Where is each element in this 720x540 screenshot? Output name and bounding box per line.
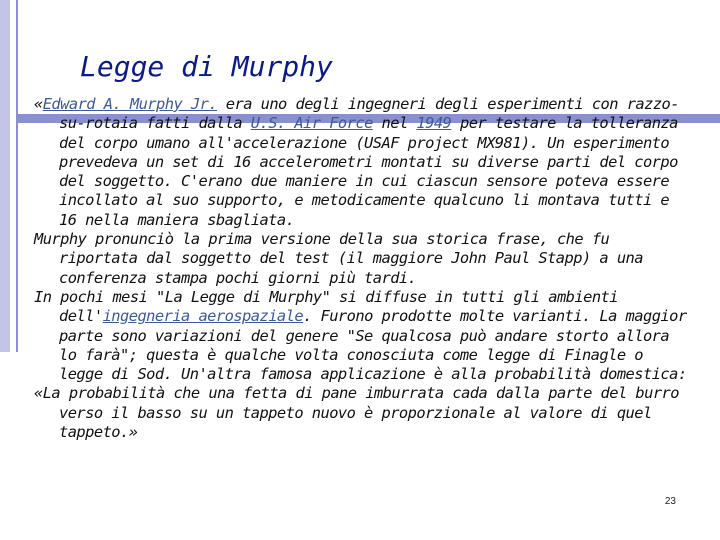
quote-open: « (34, 95, 43, 113)
decorative-side-line (16, 0, 18, 352)
link-ingegneria-aerospaziale[interactable]: ingegneria aerospaziale (102, 307, 304, 326)
paragraph-first-version (24, 230, 694, 288)
paragraph-text: «La probabilità che una fetta di pane imburrata cada dalla parte del burro verso il basso su un tappeto nuovo è proporzionale al valore di quel tappeto.» (34, 384, 679, 442)
paragraph-bread-quote (24, 384, 694, 442)
page-number: 23 (664, 496, 676, 507)
paragraph-spread (24, 288, 694, 384)
paragraph-text: In pochi mesi "La Legge di Murphy" si diffuse in tutti gli ambienti dell' (34, 287, 618, 326)
paragraph-text: Murphy pronunciò la prima versione della sua storica frase, che fu riportata dal soggetto del test (il maggiore John Paul Stapp) a una conferenza stampa pochi giorni più tardi. (34, 230, 643, 287)
link-edward-murphy[interactable]: Edward A. Murphy Jr. (42, 95, 218, 113)
paragraph-text: nel (372, 114, 417, 133)
slide-title: Legge di Murphy (80, 50, 333, 83)
slide-body (24, 95, 694, 442)
decorative-side-bar (0, 0, 10, 352)
paragraph-text: era uno degli ingegneri degli esperimenti con razzo-su-rotaia fatti dalla (59, 95, 679, 133)
paragraph-murphy-intro (24, 95, 694, 230)
paragraph-text: per testare la tolleranza del corpo umano all'accelerazione (USAF project MX981). Un esperimento prevedeva un set di 16 accelerometri montati su diverse parti del corpo del soggetto. C'erano due maniere in cui ciascun sensore poteva essere incollato al suo supporto, e metodicamente qualcuno li montava tutti e 16 nella maniera sbagliata. (59, 114, 678, 229)
link-us-air-force[interactable]: U.S. Air Force (250, 114, 373, 133)
paragraph-text: . Furono prodotte molte varianti. La maggior parte sono variazioni del genere "Se qualcosa può andare storto allora lo farà"; questa è qualche volta conosciuta come legge di Finagle o legge di Sod. Un'altra famosa applicazione è alla probabilità domestica: (59, 307, 687, 384)
link-1949[interactable]: 1949 (416, 114, 452, 133)
